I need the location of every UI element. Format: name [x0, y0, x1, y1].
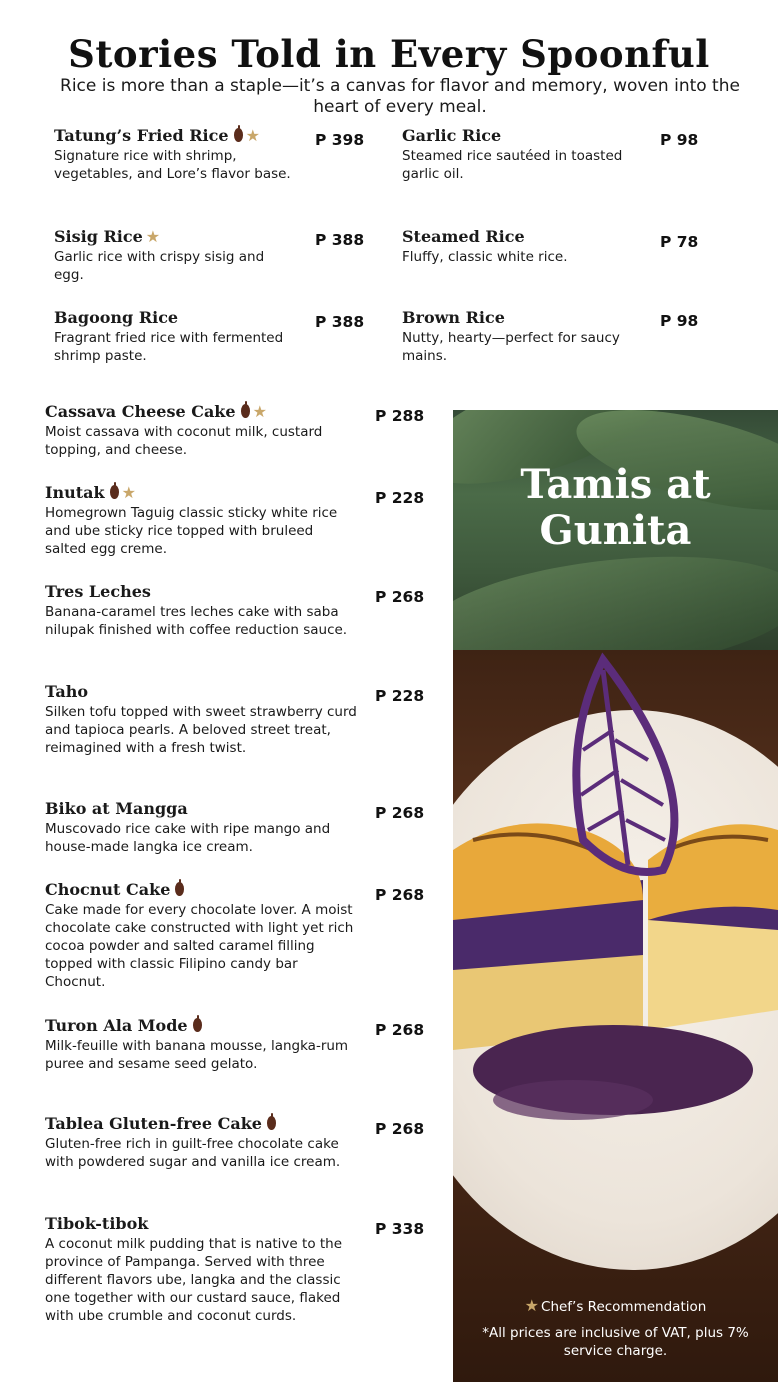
item-price: P 228: [375, 687, 425, 705]
item-name: Taho: [45, 682, 89, 701]
menu-item-tibok-tibok: [45, 1214, 360, 1325]
item-price: P 268: [375, 886, 425, 904]
star-icon: ★: [252, 402, 267, 421]
menu-item-chocnut-cake: [45, 880, 360, 991]
menu-item-sisig-rice: [54, 227, 294, 284]
star-icon: ★: [145, 227, 161, 246]
item-price: P 338: [375, 1220, 425, 1238]
item-price: P 98: [660, 131, 699, 149]
item-price: P 388: [315, 313, 365, 331]
star-icon: ★: [121, 483, 136, 502]
bean-icon: [175, 882, 184, 896]
item-description: Signature rice with shrimp, vegetables, and Lore’s flavor base.: [54, 148, 291, 182]
menu-item-taho: [45, 682, 360, 757]
item-price: P 268: [375, 1021, 425, 1039]
item-description: Homegrown Taguig classic sticky white rice and ube sticky rice topped with bruleed salted egg creme.: [45, 505, 338, 557]
bean-icon: [110, 485, 119, 499]
item-description: Garlic rice with crispy sisig and egg.: [54, 249, 265, 283]
item-name: Garlic Rice: [402, 126, 502, 145]
item-name: Tres Leches: [45, 582, 151, 601]
item-price: P 268: [375, 588, 425, 606]
menu-item-tres-leches: [45, 582, 370, 639]
item-price: P 268: [375, 804, 425, 822]
item-price: P 228: [375, 489, 425, 507]
feature-title-line-1: Tamis at: [520, 461, 711, 508]
item-price: P 398: [315, 131, 365, 149]
menu-item-brown-rice: [402, 308, 652, 365]
item-name: Biko at Mangga: [45, 799, 188, 818]
item-name: Inutak: [45, 483, 105, 502]
page-subtitle: Rice is more than a staple—it’s a canvas for flavor and memory, woven into the heart of every meal.: [60, 76, 740, 117]
feature-title: [453, 462, 778, 554]
menu-item-bagoong-rice: [54, 308, 309, 365]
item-name: Turon Ala Mode: [45, 1016, 188, 1035]
item-name: Steamed Rice: [402, 227, 525, 246]
star-icon: ★: [245, 126, 260, 145]
menu-item-turon-ala-mode: [45, 1016, 360, 1073]
dessert-photo-panel: [453, 410, 778, 1382]
item-name: Sisig Rice: [54, 227, 143, 246]
item-description: Banana-caramel tres leches cake with saba nilupak finished with coffee reduction sauce.: [45, 604, 348, 638]
item-description: Silken tofu topped with sweet strawberry curd and tapioca pearls. A beloved street treat, reimagined with a fresh twist.: [45, 704, 357, 756]
menu-item-tatungs-fried-rice: [54, 126, 294, 183]
page-title: Stories Told in Every Spoonful: [68, 32, 710, 76]
item-name: Tablea Gluten-free Cake: [45, 1114, 262, 1133]
menu-item-steamed-rice: [402, 227, 652, 266]
item-description: Muscovado rice cake with ripe mango and house-made langka ice cream.: [45, 821, 331, 855]
item-price: P 288: [375, 407, 425, 425]
item-price: P 388: [315, 231, 365, 249]
item-name: Brown Rice: [402, 308, 505, 327]
bean-icon: [241, 404, 250, 418]
item-name: Tibok-tibok: [45, 1214, 149, 1233]
item-price: P 78: [660, 233, 699, 251]
item-price: P 98: [660, 312, 699, 330]
item-description: Steamed rice sautéed in toasted garlic oil.: [402, 148, 623, 182]
item-description: Fragrant fried rice with fermented shrimp paste.: [54, 330, 284, 364]
feature-title-line-2: Gunita: [539, 507, 692, 554]
bean-icon: [267, 1116, 276, 1130]
price-note: *All prices are inclusive of VAT, plus 7% service charge.: [482, 1325, 749, 1359]
bean-icon: [193, 1018, 202, 1032]
item-name: Cassava Cheese Cake: [45, 402, 236, 421]
item-description: A coconut milk pudding that is native to the province of Pampanga. Served with three different flavors ube, langka and the classic one together with our custard sauce, flaked with ube crumble and coconut curds.: [45, 1236, 343, 1324]
dessert-illustration: [453, 410, 778, 1382]
menu-item-tablea-gluten-free-cake: [45, 1114, 360, 1171]
legend: [453, 1298, 778, 1316]
item-name: Bagoong Rice: [54, 308, 179, 327]
item-description: Moist cassava with coconut milk, custard topping, and cheese.: [45, 424, 323, 458]
bean-icon: [234, 128, 243, 142]
star-icon: ★: [524, 1296, 540, 1315]
item-description: Cake made for every chocolate lover. A moist chocolate cake constructed with light yet rich cocoa powder and salted caramel filling topped with classic Filipino candy bar Chocnut.: [45, 902, 354, 990]
menu-item-cassava-cheese-cake: [45, 402, 367, 459]
menu-item-garlic-rice: [402, 126, 652, 183]
menu-item-biko-at-mangga: [45, 799, 370, 856]
item-name: Tatung’s Fried Rice: [54, 126, 229, 145]
item-description: Nutty, hearty—perfect for saucy mains.: [402, 330, 620, 364]
item-description: Fluffy, classic white rice.: [402, 249, 568, 265]
item-description: Gluten-free rich in guilt-free chocolate cake with powdered sugar and vanilla ice cream.: [45, 1136, 341, 1170]
item-price: P 268: [375, 1120, 425, 1138]
item-name: Chocnut Cake: [45, 880, 171, 899]
legend-label: Chef’s Recommendation: [541, 1299, 707, 1315]
menu-item-inutak: [45, 483, 350, 558]
item-description: Milk-feuille with banana mousse, langka-rum puree and sesame seed gelato.: [45, 1038, 349, 1072]
